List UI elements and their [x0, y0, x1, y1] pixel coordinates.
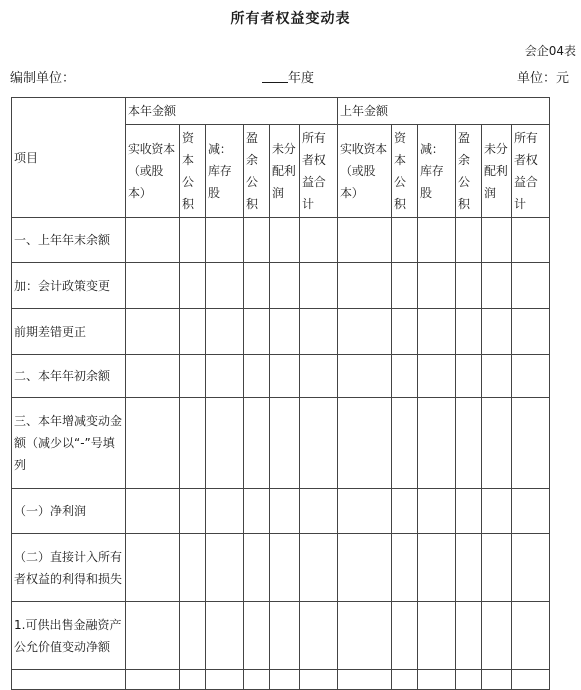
col-paid-in-capital-prior: 实收资本（或股本）: [338, 125, 392, 218]
table-row: [12, 534, 550, 602]
col-capital-reserve: 资本公积: [180, 125, 206, 218]
year-blank: [262, 70, 288, 83]
fiscal-year: [262, 67, 314, 86]
col-undistributed-profit-prior: 未分配利润: [482, 125, 512, 218]
row-label: 三、本年增减变动金额（减少以“-”号填列: [12, 398, 126, 489]
table-row: [12, 355, 550, 398]
prior-year-header: 上年金额: [338, 98, 550, 125]
col-paid-in-capital: 实收资本（或股本）: [126, 125, 180, 218]
col-treasury-stock: 减：库存股: [206, 125, 244, 218]
reporting-entity-label: 编制单位：: [10, 71, 76, 86]
group-header-row: [12, 98, 550, 125]
equity-changes-table: [11, 97, 550, 690]
table-row: [12, 670, 550, 690]
row-label: 二、本年年初余额: [12, 355, 126, 398]
item-column-header: 项目: [12, 98, 126, 218]
table-row: [12, 489, 550, 534]
table-row: [12, 263, 550, 309]
row-label: 加：会计政策变更: [12, 263, 126, 309]
report-meta: [0, 67, 581, 85]
table-row: [12, 602, 550, 670]
currency-unit-label: 单位：元: [516, 71, 569, 86]
table-row: [12, 218, 550, 263]
col-surplus-reserve: 盈余公积: [244, 125, 270, 218]
table-row: [12, 398, 550, 489]
row-label: 前期差错更正: [12, 309, 126, 355]
col-undistributed-profit: 未分配利润: [270, 125, 300, 218]
col-total-equity: 所有者权益合计: [300, 125, 338, 218]
page-title: 所有者权益变动表: [230, 11, 351, 27]
year-label: 年度: [288, 71, 315, 86]
row-label: （二）直接计入所有者权益的利得和损失: [12, 534, 126, 602]
col-total-equity-prior: 所有者权益合计: [512, 125, 550, 218]
row-label: 一、上年年末余额: [12, 218, 126, 263]
row-label: （一）净利润: [12, 489, 126, 534]
form-code: 会企04表: [524, 44, 576, 58]
row-label: 1.可供出售金融资产公允价值变动净额: [12, 602, 126, 670]
col-surplus-reserve-prior: 盈余公积: [456, 125, 482, 218]
table-row: [12, 309, 550, 355]
col-treasury-stock-prior: 减：库存股: [418, 125, 456, 218]
col-capital-reserve-prior: 资本公积: [392, 125, 418, 218]
current-year-header: 本年金额: [126, 98, 338, 125]
